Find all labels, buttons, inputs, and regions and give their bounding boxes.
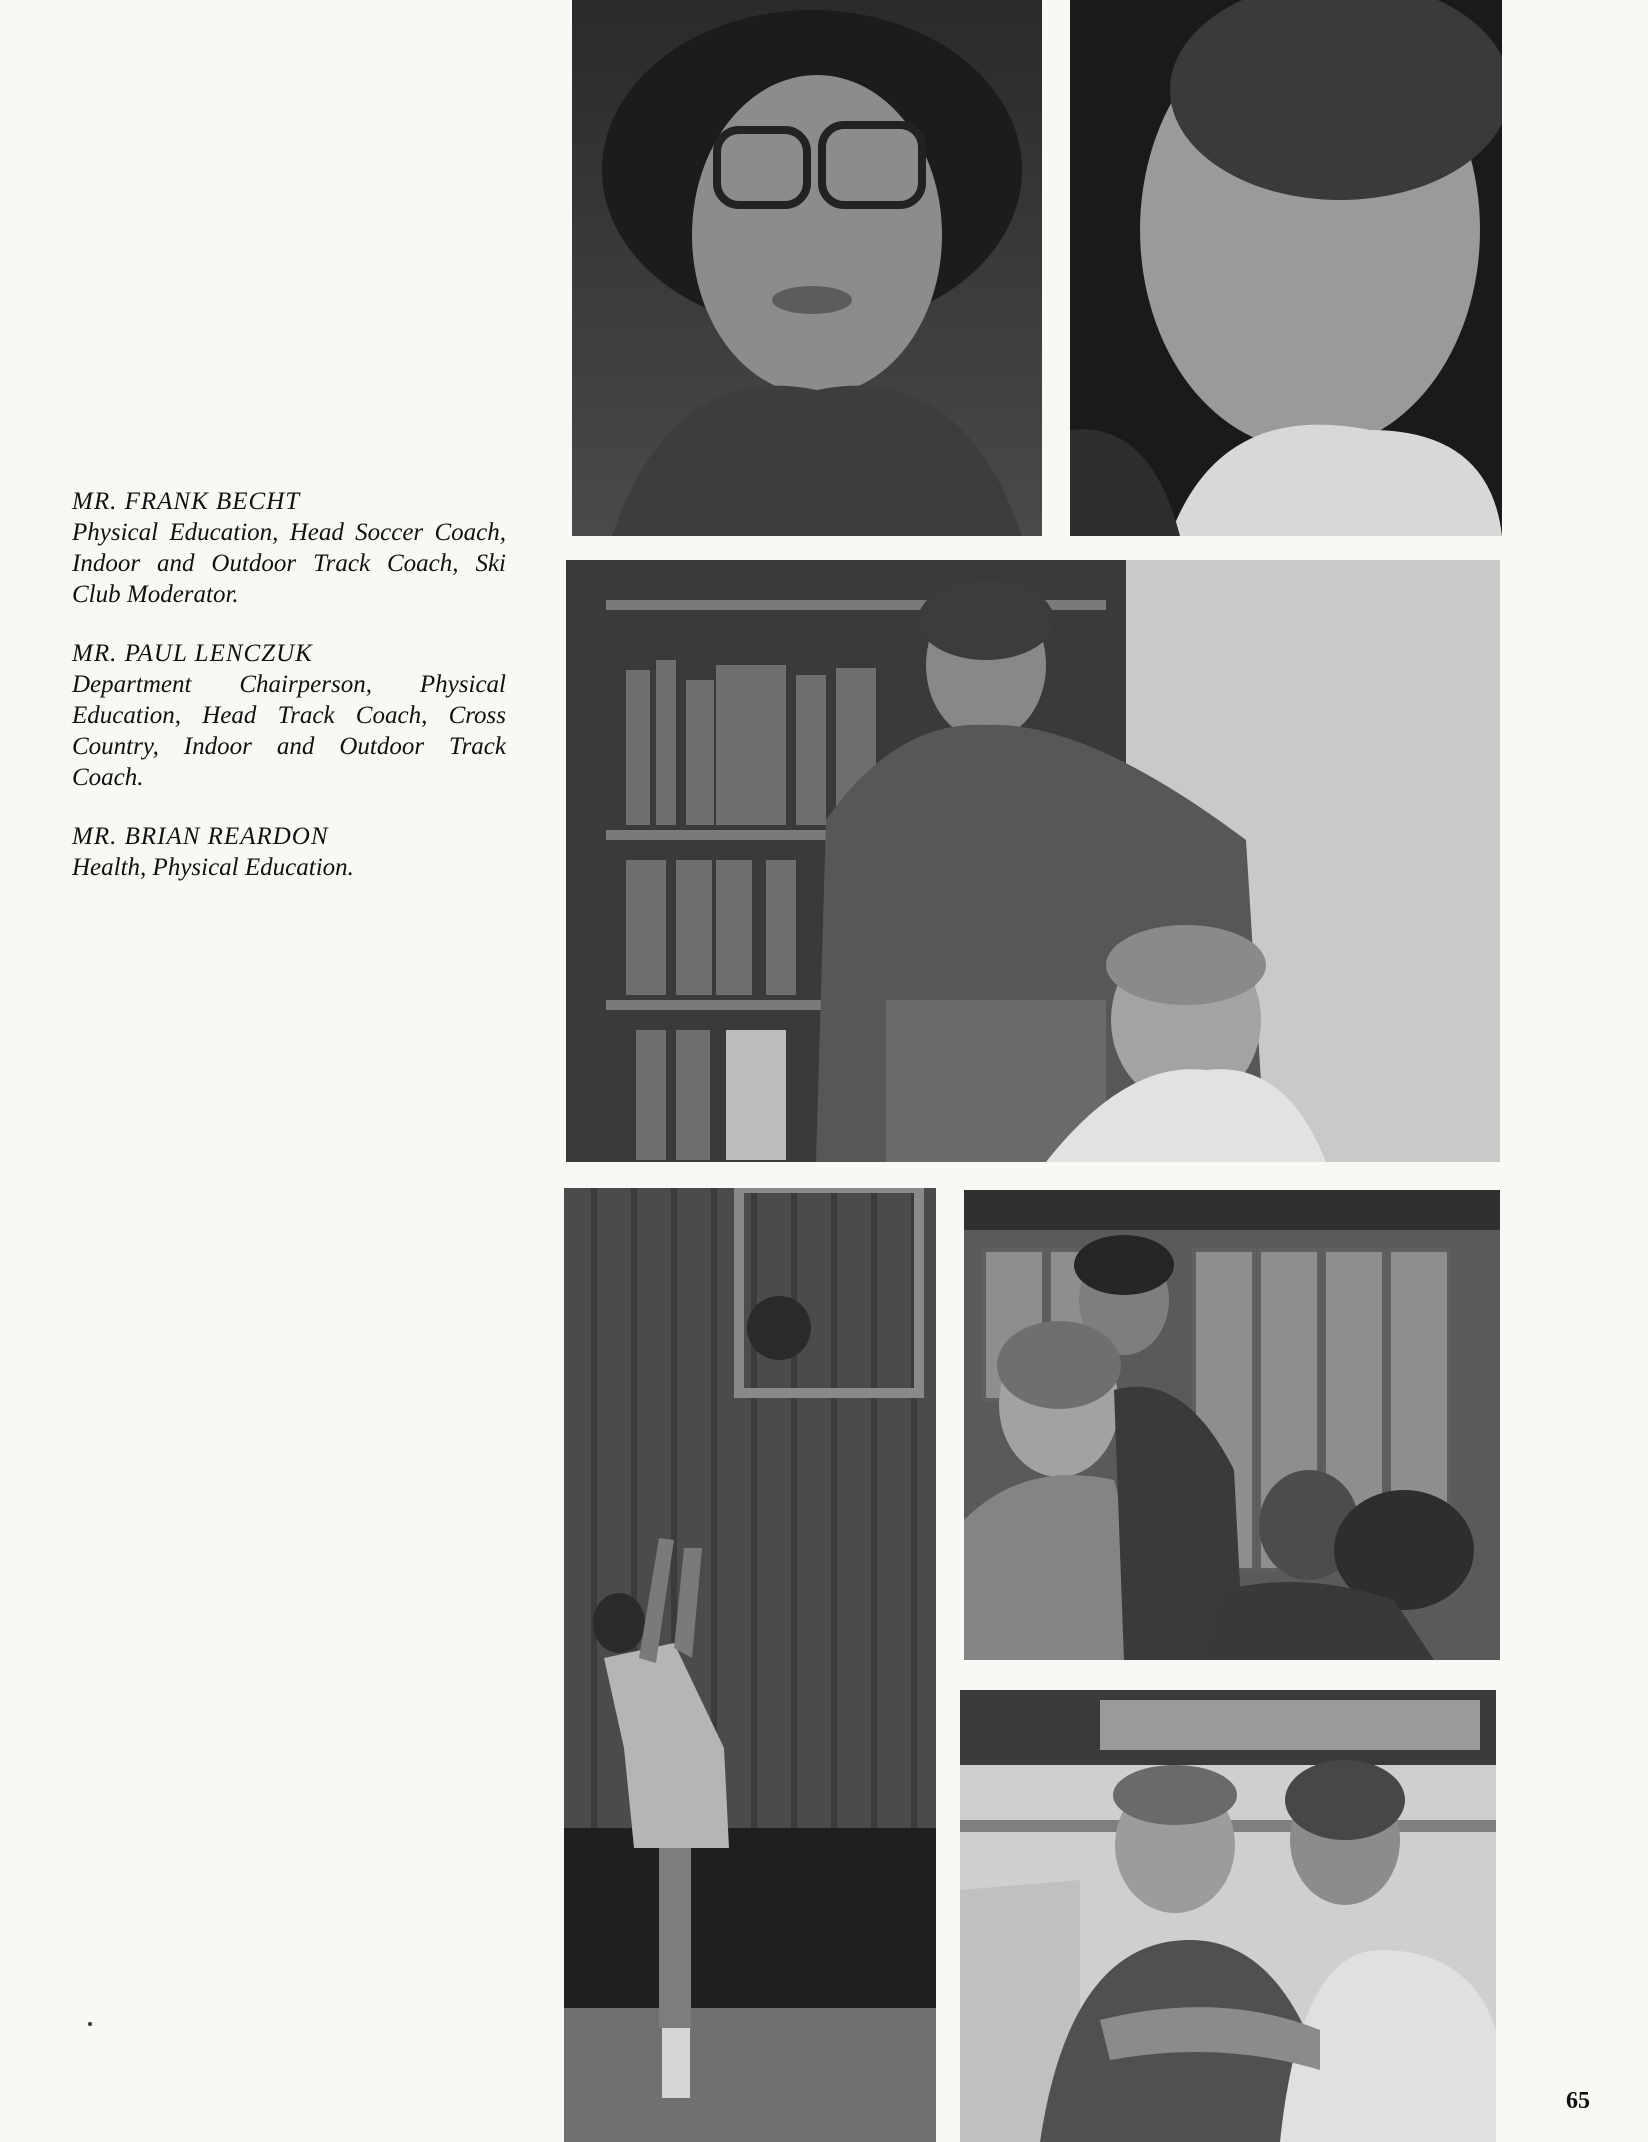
- faculty-name: MR. PAUL LENCZUK: [72, 640, 313, 667]
- faculty-role: Department Chairperson, Physical Education, Head Track Coach, Cross Country, Indoor and Outdoor Track Coach.: [72, 671, 506, 791]
- print-speck: [88, 2022, 92, 2026]
- photo-library-group: [566, 560, 1500, 1162]
- faculty-name: MR. BRIAN REARDON: [72, 823, 329, 850]
- page-number: 65: [1566, 2088, 1590, 2114]
- faculty-role: Health, Physical Education.: [72, 854, 354, 881]
- faculty-entry-becht: [72, 486, 506, 610]
- faculty-entry-reardon: [72, 821, 506, 883]
- faculty-captions: [72, 486, 506, 911]
- photo-two-men-laughing: [960, 1690, 1496, 2142]
- faculty-role: Physical Education, Head Soccer Coach, Indoor and Outdoor Track Coach, Ski Club Moderator.: [72, 519, 506, 608]
- faculty-name: MR. FRANK BECHT: [72, 488, 301, 515]
- photo-locker-room: [964, 1190, 1500, 1660]
- photo-basketball-gym: [564, 1188, 936, 2142]
- photo-profile-portrait: [1070, 0, 1502, 536]
- photo-portrait-glasses: [572, 0, 1042, 536]
- faculty-entry-lenczuk: [72, 638, 506, 793]
